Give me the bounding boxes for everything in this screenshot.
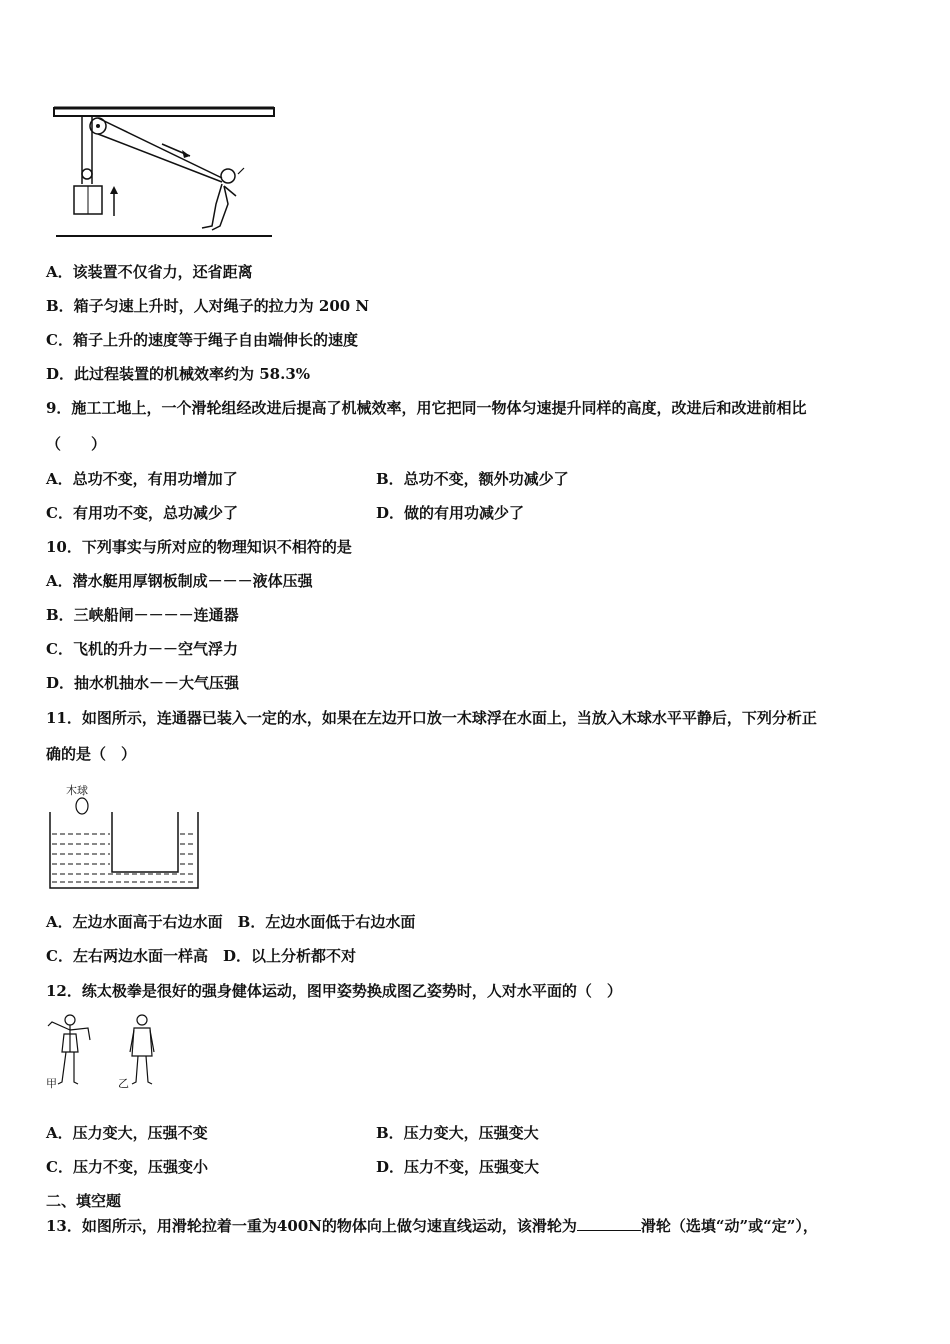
q9-option-d: D．做的有用功减少了 (376, 504, 525, 522)
q12-option-b: B．压力变大，压强变大 (376, 1124, 539, 1142)
q13-stem-part-b: 滑轮（选填“动”或“定”）， (640, 1217, 818, 1235)
q8-option-c: C．箱子上升的速度等于绳子自由端伸长的速度 (46, 331, 358, 349)
q11-stem-2: 确的是（ ） (46, 745, 137, 763)
q12-option-c: C．压力不变，压强变小 (46, 1158, 208, 1176)
q10-option-a: A．潜水艇用厚钢板制成－－－液体压强 (46, 572, 313, 590)
q13-stem-part-a: 13．如图所示，用滑轮拉着一重为400N的物体向上做匀速直线运动，该滑轮为 (46, 1217, 577, 1235)
q9-option-b: B．总功不变，额外功减少了 (376, 470, 569, 488)
q10-option-c: C．飞机的升力－－空气浮力 (46, 640, 238, 658)
q8-option-d: D．此过程装置的机械效率约为 58.3% (46, 365, 311, 383)
q11-options-ab: A．左边水面高于右边水面 B．左边水面低于右边水面 (46, 913, 416, 931)
q12-option-d: D．压力不变，压强变大 (376, 1158, 540, 1176)
q9-paren: （ ） (46, 435, 107, 453)
q11-options-cd: C．左右两边水面一样高 D．以上分析都不对 (46, 947, 356, 965)
q10-option-b: B．三峡船闸－－－－连通器 (46, 606, 239, 624)
taichi-label-jia: 甲 (46, 1077, 57, 1090)
wood-ball-label: 木球 (66, 784, 88, 797)
q8-option-b: B．箱子匀速上升时，人对绳子的拉力为 200 N (46, 297, 370, 315)
q12-stem: 12．练太极拳是很好的强身健体运动，图甲姿势换成图乙姿势时，人对水平面的（ ） (46, 982, 622, 1000)
pulley-figure (52, 104, 282, 242)
q10-option-d: D．抽水机抽水－－大气压强 (46, 674, 240, 692)
q12-option-a: A．压力变大，压强不变 (46, 1124, 208, 1142)
taichi-figure (44, 1012, 164, 1088)
q13-stem (46, 1216, 818, 1236)
taichi-yi-icon (130, 1015, 154, 1084)
q9-option-a: A．总功不变，有用功增加了 (46, 470, 238, 488)
q11-stem: 11．如图所示，连通器已装入一定的水，如果在左边开口放一木球浮在水面上，当放入木球水平平静后，下列分析正 (46, 709, 817, 727)
q13-answer-blank[interactable] (577, 1216, 641, 1231)
q9-stem: 9．施工工地上，一个滑轮组经改进后提高了机械效率，用它把同一物体匀速提升同样的高度，改进后和改进前相比 (46, 399, 807, 417)
taichi-label-yi: 乙 (118, 1077, 129, 1090)
q10-stem: 10．下列事实与所对应的物理知识不相符的是 (46, 538, 352, 556)
wood-ball (76, 798, 88, 814)
section-fill-in-title: 二、填空题 (46, 1192, 122, 1210)
q8-option-a: A．该装置不仅省力，还省距离 (46, 263, 253, 281)
q9-option-c: C．有用功不变，总功减少了 (46, 504, 238, 522)
connected-vessel-figure (46, 796, 206, 892)
